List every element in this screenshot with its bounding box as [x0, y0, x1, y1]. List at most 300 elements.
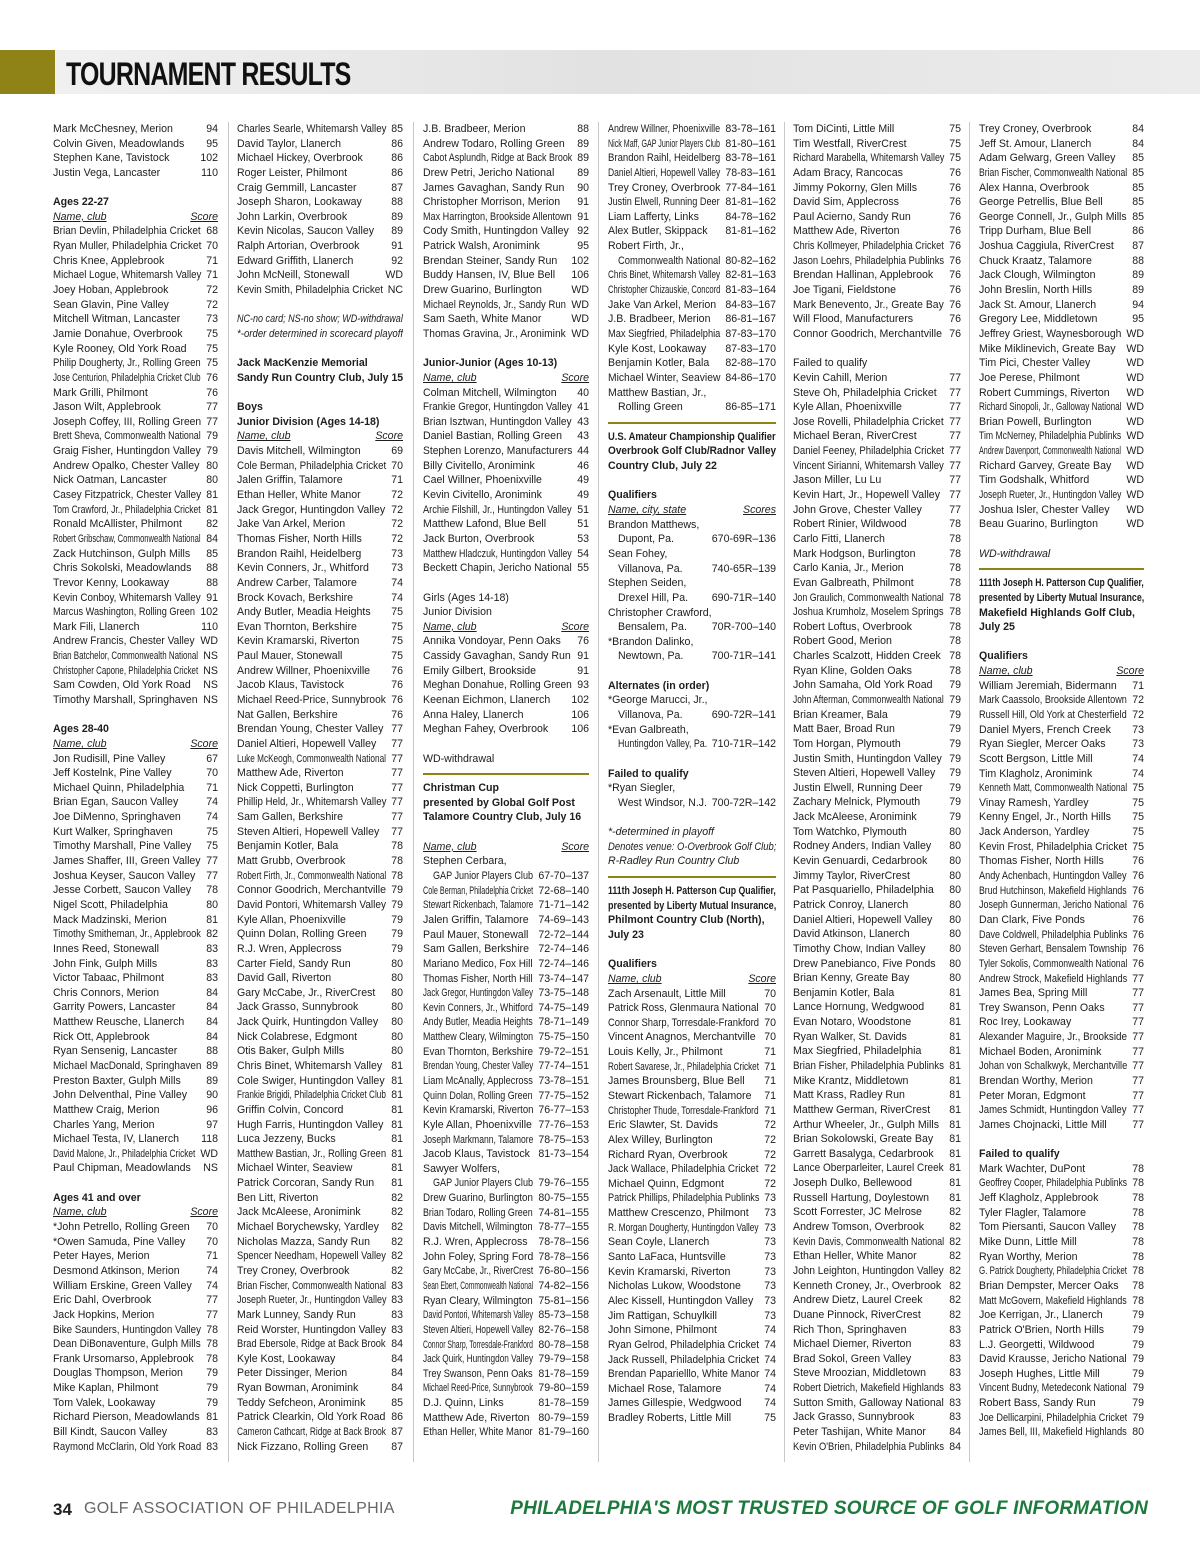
player-name: Jack Gregor, Huntingdon Valley: [423, 987, 534, 1000]
spacer: [423, 825, 589, 840]
player-name: Louis Kelly, Jr., Philmont: [608, 1046, 723, 1059]
player-name: Charles Searle, Whitemarsh Valley: [237, 123, 387, 135]
player-name: Matthew Bastian, Jr., Rolling Green: [237, 1147, 387, 1160]
player-name: Jeff Kostelnk, Pine Valley: [53, 767, 172, 780]
result-row: [53, 913, 218, 928]
player-name: David Atkinson, Llanerch: [793, 928, 910, 941]
result-row: [608, 166, 776, 181]
player-score: 710-71R–142: [711, 738, 776, 751]
player-name: Max Siegfried, Philadelphia: [793, 1045, 922, 1058]
player-name: Jimmy Pokorny, Glen Mills: [793, 181, 918, 194]
player-score: 78: [949, 591, 961, 604]
result-row: [793, 781, 961, 796]
result-row: [608, 737, 776, 752]
player-score: 78: [949, 576, 961, 589]
result-row: [793, 620, 961, 635]
player-name: Sean Ebert, Commonwealth National: [423, 1279, 534, 1292]
player-name: Newtown, Pa.: [618, 650, 684, 663]
result-row: [793, 795, 961, 810]
result-row: [423, 678, 589, 693]
player-name: Andrew Opalko, Chester Valley: [53, 459, 200, 472]
player-score: 86: [391, 137, 403, 150]
player-name: Timothy Chow, Indian Valley: [793, 942, 926, 955]
player-name: Jack Grasso, Sunnybrook: [237, 1001, 359, 1014]
player-score: 89: [391, 225, 403, 238]
result-row: [979, 679, 1144, 694]
player-score: 74-81–155: [538, 1206, 589, 1219]
result-row: [423, 1381, 589, 1396]
player-name: Joseph Dulko, Bellewood: [793, 1177, 912, 1190]
result-row: [793, 1205, 961, 1220]
player-name: Joshua Keyser, Saucon Valley: [53, 869, 196, 882]
player-name: Richard Pierson, Meadowlands: [53, 1411, 200, 1424]
player-name: Joseph Markmann, Talamore: [423, 1133, 534, 1146]
result-row: [237, 1220, 403, 1235]
result-row: [423, 1176, 589, 1191]
player-name: Matthew Ade, Riverton: [793, 225, 900, 238]
player-score: 69: [391, 445, 403, 458]
result-row: [793, 400, 961, 415]
result-row: [979, 356, 1144, 371]
player-name: Ryan Worthy, Merion: [979, 1250, 1078, 1263]
player-name: Jack Hopkins, Merion: [53, 1308, 155, 1321]
player-score: 79-80–159: [538, 1382, 589, 1395]
result-row: [53, 1132, 218, 1147]
player-score: 89: [391, 210, 403, 223]
column-header-row: [423, 840, 589, 855]
result-row: [608, 1045, 776, 1060]
player-name: Nick Colabrese, Edgmont: [237, 1030, 358, 1043]
player-score: 77: [391, 723, 403, 736]
result-row: [979, 1294, 1144, 1309]
section-heading: Qualifiers: [608, 958, 657, 971]
result-row: [979, 723, 1144, 738]
player-name: Jesse Corbett, Saucon Valley: [53, 884, 192, 897]
player-score: 71-71–142: [538, 899, 589, 912]
result-row: [423, 151, 589, 166]
player-score: 78: [1132, 1279, 1144, 1292]
result-row: [237, 1366, 403, 1381]
player-name: Johan von Schalkwyk, Merchantville: [979, 1060, 1128, 1073]
player-score: 79: [206, 1396, 218, 1409]
result-row: [237, 1337, 403, 1352]
result-row: [423, 239, 589, 254]
player-score: 51: [577, 518, 589, 531]
result-row: [608, 987, 776, 1002]
player-name: Joe Tigani, Fieldstone: [793, 284, 897, 297]
player-name: Keenan Eichmon, Llanerch: [423, 693, 551, 706]
player-score: 84: [206, 1016, 218, 1029]
result-row: [423, 664, 589, 679]
result-row: [237, 1030, 403, 1045]
player-name: Brandon Raihl, Heidelberg: [608, 152, 721, 165]
result-row: [979, 210, 1144, 225]
player-name: Kevin Conners, Jr., Whitford: [423, 1001, 533, 1014]
player-score: 78: [1132, 1236, 1144, 1249]
result-row: [793, 517, 961, 532]
player-score: 76: [949, 181, 961, 194]
player-score: 71: [391, 474, 403, 487]
result-row: [979, 298, 1144, 313]
player-score: 77: [391, 811, 403, 824]
player-name: Tim Godshalk, Whitford: [979, 474, 1090, 487]
section-heading: Qualifiers: [979, 650, 1028, 663]
result-row: [423, 1352, 589, 1367]
score-header: Score: [561, 620, 589, 633]
player-name: Adam Gelwarg, Green Valley: [979, 152, 1116, 165]
player-score: 77: [391, 796, 403, 809]
spacer: [608, 752, 776, 767]
player-name: John Leighton, Huntingdon Valley: [793, 1264, 944, 1277]
player-score: 78: [1132, 1265, 1144, 1278]
player-score: 79: [206, 445, 218, 458]
player-score: 70: [206, 240, 218, 253]
player-name: Michael Logue, Whitemarsh Valley: [53, 269, 202, 282]
player-score: 81: [206, 503, 218, 516]
player-name: Otis Baker, Gulph Mills: [237, 1045, 345, 1058]
result-row: [237, 444, 403, 459]
player-score: 83: [949, 1411, 961, 1424]
result-row: [608, 298, 776, 313]
player-score: 77: [1132, 1118, 1144, 1131]
player-name: James Gillespie, Wedgwood: [608, 1397, 742, 1410]
player-name: Joshua Caggiula, RiverCrest: [979, 240, 1114, 253]
result-row: [608, 400, 776, 415]
result-row: [979, 137, 1144, 152]
result-row: [608, 1206, 776, 1221]
player-score: 77: [949, 371, 961, 384]
player-name: Innes Reed, Stonewall: [53, 942, 160, 955]
result-row: [53, 795, 218, 810]
player-score: 73: [764, 1221, 776, 1234]
player-name: Jason Wilt, Applebrook: [53, 401, 161, 414]
player-name: Brian Powell, Burlington: [979, 415, 1092, 428]
player-score: 96: [206, 1103, 218, 1116]
player-score: 85: [206, 547, 218, 560]
player-score: 84: [949, 1440, 961, 1453]
section-heading: Alternates (in order): [608, 679, 710, 692]
player-score: 81: [391, 1060, 403, 1072]
result-row: [979, 400, 1144, 415]
player-name: Billy Civitello, Aronimink: [423, 459, 535, 472]
player-score: 76: [949, 327, 961, 340]
player-score: 82: [949, 1294, 961, 1307]
result-row: [237, 532, 403, 547]
player-name: James Bea, Spring Mill: [979, 987, 1088, 1000]
result-row: [53, 591, 218, 606]
result-row: [979, 796, 1144, 811]
player-name: Max Siegfried, Philadelphia: [608, 327, 721, 340]
player-name: Colvin Given, Meadowlands: [53, 137, 185, 150]
result-row: [237, 605, 403, 620]
player-score: 74: [764, 1324, 776, 1337]
header-accent-block: [0, 50, 55, 94]
player-name: Chris Knee, Applebrook: [53, 254, 165, 267]
result-line: Stephen Seiden,: [608, 577, 687, 590]
player-name: Edward Griffith, Llanerch: [237, 254, 354, 267]
player-score: 80: [391, 1030, 403, 1043]
player-score: 76: [1132, 899, 1144, 912]
player-name: Christopher Thude, Torresdale-Frankford: [608, 1104, 759, 1117]
result-row: [237, 268, 403, 283]
player-score: 55: [577, 562, 589, 575]
result-row: [793, 122, 961, 137]
player-score: 76: [949, 269, 961, 282]
player-score: 76: [391, 664, 403, 677]
result-row: [979, 1264, 1144, 1279]
player-name: Kevin Nicolas, Saucon Valley: [237, 225, 375, 238]
section-heading: Ages 22-27: [53, 196, 109, 209]
player-score: 82: [206, 518, 218, 531]
player-score: 82: [391, 1221, 403, 1234]
player-name: Quinn Dolan, Rolling Green: [423, 1089, 533, 1102]
player-name: Reid Worster, Huntingdon Valley: [237, 1323, 387, 1336]
player-name: Jack McAleese, Aronimink: [237, 1206, 361, 1219]
player-score: 75: [391, 650, 403, 663]
player-name: Jack Russell, Philadelphia Cricket: [608, 1353, 760, 1366]
result-row: [979, 517, 1144, 532]
result-row: [608, 1279, 776, 1294]
player-name: Arthur Wheeler, Jr., Gulph Mills: [793, 1118, 940, 1131]
result-line: Junior Division: [423, 606, 492, 619]
result-row: [793, 503, 961, 518]
name-header: Name, club: [237, 430, 291, 443]
player-name: Christopher Morrison, Merion: [423, 196, 561, 209]
player-score: 90: [206, 1089, 218, 1102]
section-heading: presented by Global Golf Post: [423, 796, 575, 809]
result-row: [237, 1176, 403, 1191]
result-row: [423, 1015, 589, 1030]
result-row: [979, 1308, 1144, 1323]
result-row: [793, 1118, 961, 1133]
player-score: 78: [949, 518, 961, 531]
result-row: [53, 605, 218, 620]
player-name: Mark McChesney, Merion: [53, 123, 173, 135]
player-score: WD: [571, 284, 589, 297]
player-score: 87: [391, 1440, 403, 1453]
player-score: 76: [1132, 957, 1144, 970]
player-name: Jack Anderson, Yardley: [979, 826, 1090, 839]
player-name: Matthew Hladczuk, Huntingdon Valley: [423, 547, 572, 560]
player-score: 78: [1132, 1177, 1144, 1190]
player-name: Kevin Frost, Philadelphia Cricket: [979, 840, 1128, 853]
player-name: Brock Kovach, Berkshire: [237, 591, 353, 604]
player-name: Thomas Fisher, North Hill: [423, 972, 533, 985]
player-score: 77: [1132, 1104, 1144, 1117]
player-name: Jack St. Amour, Llanerch: [979, 298, 1097, 311]
player-score: WD: [1126, 445, 1144, 458]
result-row: [53, 927, 218, 942]
result-row: [423, 928, 589, 943]
player-name: Andrew Francis, Chester Valley: [53, 635, 195, 648]
result-line: Stephen Cerbara,: [423, 855, 507, 868]
player-name: Spencer Needham, Hopewell Valley: [237, 1250, 386, 1263]
player-name: Jose Rovelli, Philadelphia Cricket: [793, 415, 944, 428]
player-score: 88: [391, 196, 403, 209]
player-score: 95: [206, 137, 218, 150]
result-row: [53, 254, 218, 269]
player-name: Richard Ryan, Overbrook: [608, 1148, 728, 1161]
result-row: [608, 1235, 776, 1250]
result-row: [979, 972, 1144, 987]
player-score: 80: [391, 1016, 403, 1029]
player-score: 82: [949, 1206, 961, 1219]
player-score: 83: [949, 1338, 961, 1351]
spacer: [53, 708, 218, 723]
player-score: 70: [764, 1016, 776, 1029]
player-name: Justin Elwell, Running Deer: [608, 196, 720, 209]
player-score: 670-69R–136: [711, 533, 776, 546]
result-row: [53, 1161, 218, 1176]
result-row: [237, 1132, 403, 1147]
player-score: 81: [949, 1147, 961, 1160]
player-score: 81: [391, 1162, 403, 1175]
player-score: 81: [949, 1191, 961, 1204]
player-name: Lance Oberparleiter, Laurel Creek: [793, 1162, 944, 1175]
player-score: 70: [206, 1221, 218, 1234]
player-name: Mack Madzinski, Merion: [53, 913, 167, 926]
result-row: [793, 971, 961, 986]
player-name: Patrick Corcoran, Sandy Run: [237, 1177, 375, 1190]
result-row: [979, 737, 1144, 752]
player-score: 700-72R–142: [711, 796, 776, 809]
result-row: [793, 649, 961, 664]
player-name: Michael MacDonald, Springhaven: [53, 1060, 202, 1072]
player-score: 76-77–153: [538, 1104, 589, 1117]
player-score: 81: [949, 1016, 961, 1029]
player-score: 73: [206, 313, 218, 326]
player-score: 76: [1132, 913, 1144, 926]
player-score: 81-80–161: [725, 137, 776, 150]
player-name: Joseph Rueter, Jr., Huntingdon Valley: [237, 1294, 387, 1307]
result-row: [608, 254, 776, 269]
result-row: [53, 1074, 218, 1089]
player-name: Christopher Capone, Philadelphia Cricket: [53, 664, 199, 677]
result-line: WD-withdrawal: [423, 752, 495, 765]
result-row: [423, 1118, 589, 1133]
result-row: [53, 386, 218, 401]
section-heading: Philmont Country Club (North),: [608, 914, 765, 927]
player-name: Patrick Conroy, Llanerch: [793, 898, 909, 911]
player-score: 74: [206, 1264, 218, 1277]
player-name: Matthew German, RiverCrest: [793, 1103, 931, 1116]
result-row: [423, 1367, 589, 1382]
player-name: James Brounsberg, Blue Bell: [608, 1075, 745, 1088]
result-row: [53, 810, 218, 825]
player-name: Sean Coyle, Llanerch: [608, 1236, 710, 1249]
result-row: [608, 1177, 776, 1192]
player-score: 92: [391, 254, 403, 267]
section-heading: Failed to qualify: [608, 767, 689, 780]
player-score: 71: [206, 269, 218, 282]
result-row: [608, 1353, 776, 1368]
player-score: 72: [764, 1148, 776, 1161]
player-score: 77: [949, 386, 961, 399]
player-name: Brud Hutchinson, Makefield Highlands: [979, 884, 1127, 897]
result-row: [979, 239, 1144, 254]
player-score: 74-69–143: [538, 913, 589, 926]
player-score: 84: [949, 1426, 961, 1439]
player-score: 74: [1132, 752, 1144, 765]
player-score: 84: [1132, 123, 1144, 135]
result-row: [237, 1118, 403, 1133]
player-name: Bike Saunders, Huntingdon Valley: [53, 1323, 201, 1336]
section-heading: Sandy Run Country Club, July 15: [237, 371, 403, 384]
result-row: [53, 898, 218, 913]
result-row: [423, 1250, 589, 1265]
player-score: 77: [949, 459, 961, 472]
player-name: Michael Quinn, Philadelphia: [53, 781, 185, 794]
player-score: 79: [949, 767, 961, 780]
player-name: Craig Gemmill, Lancaster: [237, 181, 357, 194]
spacer: [423, 737, 589, 752]
player-score: 73-74–147: [538, 972, 589, 985]
player-score: 80-82–162: [725, 254, 776, 267]
player-name: Ethan Heller, White Manor: [793, 1250, 917, 1263]
player-name: Jacob Klaus, Tavistock: [237, 679, 344, 692]
result-line: Girls (Ages 14-18): [423, 591, 509, 604]
player-name: Steven Altieri, Hopewell Valley: [793, 767, 936, 780]
result-row: [237, 210, 403, 225]
player-name: Sam Gallen, Berkshire: [423, 943, 529, 956]
result-row: [979, 1411, 1144, 1426]
result-row: [53, 239, 218, 254]
player-name: Tim Pici, Chester Valley: [979, 357, 1091, 370]
result-row: [793, 1366, 961, 1381]
player-name: Michael Rose, Talamore: [608, 1382, 722, 1395]
player-score: 71: [206, 1250, 218, 1263]
result-row: [608, 1133, 776, 1148]
result-row: [423, 224, 589, 239]
result-row: [53, 268, 218, 283]
result-row: [979, 283, 1144, 298]
player-name: Ryan Gelrod, Philadelphia Cricket: [608, 1338, 760, 1351]
result-row: [423, 1220, 589, 1235]
player-name: Dave Coldwell, Philadelphia Publinks: [979, 928, 1128, 941]
result-row: [423, 1338, 589, 1353]
player-score: 83: [391, 1323, 403, 1336]
player-name: Brian Dempster, Mercer Oaks: [979, 1279, 1119, 1292]
player-score: 70: [764, 987, 776, 1000]
result-row: [423, 1235, 589, 1250]
player-score: 76: [1132, 870, 1144, 883]
player-name: Kevin Kramarski, Riverton: [608, 1265, 731, 1278]
player-name: Nicholas Mazza, Sandy Run: [237, 1235, 371, 1248]
player-score: 79: [206, 430, 218, 443]
player-name: David Malone, Jr., Philadelphia Cricket: [53, 1147, 196, 1160]
player-name: Duane Pinnock, RiverCrest: [793, 1308, 921, 1321]
result-row: [979, 854, 1144, 869]
player-score: 72: [391, 518, 403, 531]
player-name: John Afterman, Commonwealth National: [793, 693, 944, 706]
player-score: 74: [764, 1338, 776, 1351]
result-row: [423, 986, 589, 1001]
spacer: [423, 342, 589, 357]
player-name: Daniel Altieri, Hopewell Valley: [793, 913, 933, 926]
result-row: [793, 459, 961, 474]
player-score: 84: [206, 532, 218, 545]
result-row: [793, 1000, 961, 1015]
player-name: Cody Smith, Huntingdon Valley: [423, 225, 569, 238]
player-name: Andy Achenbach, Huntingdon Valley: [979, 870, 1127, 883]
player-score: 79: [391, 898, 403, 911]
result-row: [608, 649, 776, 664]
result-row: [793, 1249, 961, 1264]
result-row: [793, 1264, 961, 1279]
player-name: Garrett Basalyga, Cedarbrook: [793, 1147, 934, 1160]
result-row: [237, 883, 403, 898]
result-row: [237, 503, 403, 518]
